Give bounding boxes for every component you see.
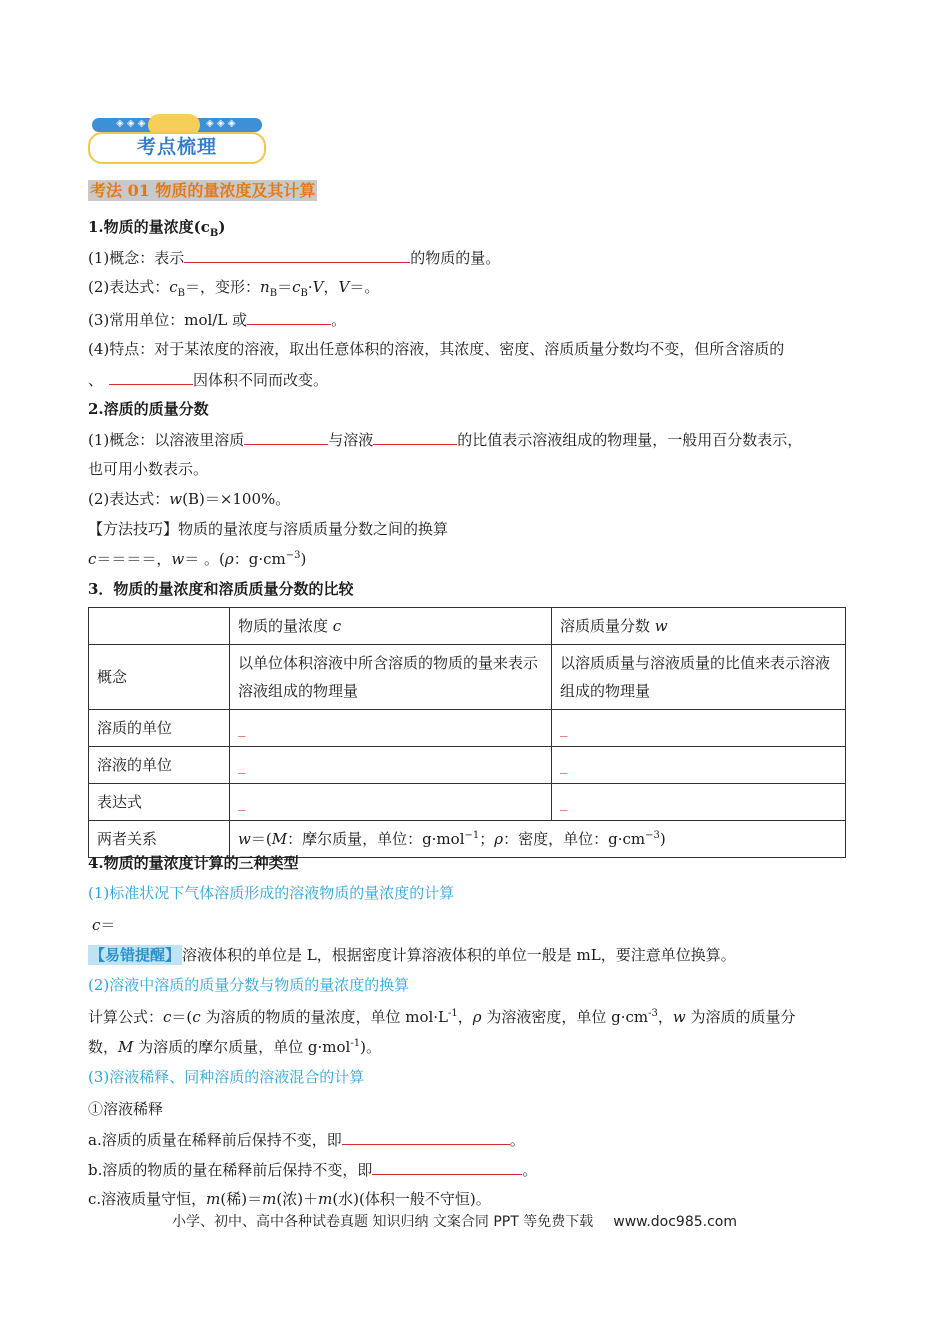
item-1-1: (1)概念：表示 的物质的量。 bbox=[88, 246, 500, 269]
table-row-label: 表达式 bbox=[89, 784, 230, 821]
subheading-4-2: (2)溶液中溶质的质量分数与物质的量浓度的换算 bbox=[88, 976, 410, 994]
item-2-1: (1)概念：以溶液里溶质 与溶液 的比值表示溶液组成的物理量，一般用百分数表示， bbox=[88, 428, 802, 451]
heading-2: 2.溶质的质量分数 bbox=[88, 400, 209, 418]
heading-1: 1.物质的量浓度$(c_B)$ bbox=[88, 218, 226, 239]
fill-blank[interactable] bbox=[244, 428, 328, 445]
banner-ornament-right: ◈ ◈ ◈ bbox=[206, 118, 236, 129]
table-cell-blank[interactable]: _ bbox=[230, 784, 552, 821]
fill-blank[interactable] bbox=[109, 368, 193, 385]
item-2-1-cont: 也可用小数表示。 bbox=[88, 460, 209, 478]
item-1-3: (3)常用单位：mol/L 或 。 bbox=[88, 308, 346, 331]
table-row bbox=[89, 784, 846, 821]
table-header-row bbox=[89, 608, 846, 645]
table-cell-blank[interactable]: _ bbox=[552, 784, 846, 821]
calc-formula-cont: 数，M 为溶质的摩尔质量，单位 g·mol$^{-1}$)。 bbox=[88, 1038, 381, 1056]
heading-4: 4.物质的量浓度计算的三种类型 bbox=[88, 854, 299, 872]
item-1-2: (2)表达式：$c_B=$，变形：$n_B=c_B\cdot V$，V＝。 bbox=[88, 278, 380, 299]
banner-title: 考点梳理 bbox=[136, 136, 217, 158]
section-heading: 考法 01 物质的量浓度及其计算 bbox=[90, 181, 316, 200]
table-row bbox=[89, 710, 846, 747]
table-header-cell: 物质的量浓度 c bbox=[230, 608, 552, 645]
dilution-c: c.溶液质量守恒，m(稀)＝m(浓)＋m(水)(体积一般不守恒)。 bbox=[88, 1190, 491, 1208]
table-header-cell: 溶质质量分数 w bbox=[552, 608, 846, 645]
fill-blank[interactable] bbox=[184, 246, 410, 263]
table-cell-blank[interactable]: _ bbox=[552, 747, 846, 784]
banner-ornament-left: ◈ ◈ ◈ bbox=[116, 118, 146, 129]
method-tip: 【方法技巧】物质的量浓度与溶质质量分数之间的换算 bbox=[88, 520, 449, 538]
fill-blank[interactable] bbox=[247, 308, 331, 325]
dilution-title: ①溶液稀释 bbox=[88, 1100, 164, 1118]
table-cell-blank[interactable]: _ bbox=[552, 710, 846, 747]
table-row-label: 两者关系 bbox=[89, 821, 230, 858]
subheading-4-3: (3)溶液稀释、同种溶质的溶液混合的计算 bbox=[88, 1068, 365, 1086]
item-2-2: (2)表达式：w(B)＝×100%。 bbox=[88, 490, 291, 508]
item-1-4-cont: 、 因体积不同而改变。 bbox=[88, 368, 328, 391]
error-tip: 【易错提醒】 溶液体积的单位是 L，根据密度计算溶液体积的单位一般是 mL，要注意单位换算。 bbox=[90, 946, 736, 964]
table-header-cell bbox=[89, 608, 230, 645]
footer-site-link[interactable]: www.doc985.com bbox=[613, 1214, 737, 1230]
table-row-label: 溶质的单位 bbox=[89, 710, 230, 747]
fill-blank[interactable] bbox=[342, 1128, 510, 1145]
error-tip-label: 【易错提醒】 bbox=[90, 946, 181, 964]
fill-blank[interactable] bbox=[372, 1158, 522, 1175]
heading-3: 3．物质的量浓度和溶质质量分数的比较 bbox=[88, 580, 354, 598]
table-cell: 以溶质质量与溶液质量的比值来表示溶液组成的物理量 bbox=[552, 645, 846, 710]
table-row bbox=[89, 747, 846, 784]
table-cell: 以单位体积溶液中所含溶质的物质的量来表示溶液组成的物理量 bbox=[230, 645, 552, 710]
table-relation-cell: w＝(M：摩尔质量，单位：g·mol$^{-1}$；ρ：密度，单位：$g\cdot cm^{-3}$) bbox=[230, 821, 846, 858]
item-1-4: (4)特点：对于某浓度的溶液，取出任意体积的溶液，其浓度、密度、溶质质量分数均不变，但所含溶质的 bbox=[88, 340, 785, 358]
comparison-table bbox=[88, 607, 846, 858]
subheading-4-1: (1)标准状况下气体溶质形成的溶液物质的量浓度的计算 bbox=[88, 884, 455, 902]
dilution-a: a.溶质的质量在稀释前后保持不变，即 。 bbox=[88, 1128, 525, 1151]
section-banner bbox=[88, 114, 266, 164]
table-cell-blank[interactable]: _ bbox=[230, 747, 552, 784]
table-row-label: 溶液的单位 bbox=[89, 747, 230, 784]
section-heading-line bbox=[88, 180, 317, 202]
calc-formula: 计算公式：c＝(c 为溶质的物质的量浓度，单位 $mol\cdot L^{-1}$，ρ 为溶液密度，单位 $g\cdot cm^{-3}$，w 为溶质的质量分 bbox=[88, 1008, 796, 1026]
footer-text: 小学、初中、高中各种试卷真题 知识归纳 文案合同 PPT 等免费下载 bbox=[172, 1214, 594, 1230]
footer bbox=[172, 1211, 737, 1231]
table-row bbox=[89, 645, 846, 710]
table-cell-blank[interactable]: _ bbox=[230, 710, 552, 747]
table-row-label: 概念 bbox=[89, 645, 230, 710]
formula-c: c＝ bbox=[92, 916, 116, 934]
fill-blank[interactable] bbox=[373, 428, 457, 445]
dilution-b: b.溶质的物质的量在稀释前后保持不变，即 。 bbox=[88, 1158, 537, 1181]
conversion-formula: c＝＝＝＝，w＝ 。(ρ：$g\cdot cm^{-3}$) bbox=[88, 550, 307, 568]
